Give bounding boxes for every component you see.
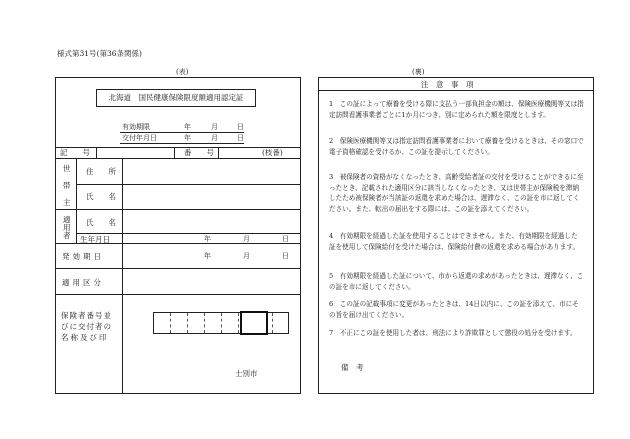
row-line (76, 233, 300, 234)
shimei-label: 氏 名 (86, 192, 116, 201)
issue-year: 年 (184, 134, 191, 142)
edaban-label: (枝番) (262, 148, 283, 157)
back-card (318, 77, 594, 394)
col-line (218, 147, 219, 158)
bango-label: 番 号 (184, 148, 214, 157)
issuer-label-line-2: びに交付者の (61, 322, 112, 331)
col-line (76, 158, 77, 243)
col-line (122, 158, 123, 243)
notes-title: 注 意 事 項 (421, 80, 474, 89)
setainushi-char-3: 主 (63, 198, 71, 207)
issuer-label-line-3: 名称及び印 (61, 333, 109, 342)
col-line (96, 147, 97, 158)
issuer-seal-box (240, 311, 268, 335)
setainushi-char-1: 世 (63, 164, 71, 173)
form-number: 様式第31号(第36条関係) (57, 49, 142, 58)
row-line (76, 184, 300, 185)
biko-label: 備 考 (341, 363, 364, 372)
note-item-3: 3 被保険者の資格がなくなったとき、高齢受給者証の交付を受けることができるに至ったとき、記載された適用区分に該当しなくなったとき、又は世帯主が保険税を滞納したため被保険者が当該証の返還を求めた場合は、遅滞なく、この証を市に返してください。また、転出の届出をする際には、この証を添えてください。 (329, 173, 584, 213)
row-line (56, 268, 300, 269)
issue-underline (120, 143, 244, 144)
tekiyosha-shimei-label: 氏 名 (86, 218, 116, 227)
col-line (122, 294, 123, 393)
setainushi-char-2: 帯 (63, 181, 71, 190)
hakko-day: 日 (282, 252, 289, 260)
insurer-number-boxes (153, 312, 289, 334)
validity-year: 年 (184, 123, 191, 131)
validity-month: 月 (211, 123, 218, 131)
issue-label: 交付年月日 (122, 134, 157, 142)
validity-label: 有効期限 (122, 123, 150, 131)
hakko-kijitsu-label: 発効期日 (62, 252, 104, 261)
col-line (122, 243, 123, 294)
note-item-1: 1 この証によって療養を受ける際に支払う一部負担金の額は、保険医療機関等又は指定訪問看護事業者ごとに1か月につき、別に定められた額を限度とします。 (329, 100, 584, 119)
birth-day: 日 (282, 235, 289, 243)
back-heading: (裏) (412, 68, 425, 76)
note-item-7: 7 不正にこの証を使用した者は、刑法により詐欺罪として懲役の処分を受けます。 (329, 329, 577, 337)
issuer-label-line-1: 保険者番号並 (61, 311, 112, 320)
row-line (56, 294, 300, 295)
kigo-label: 記 号 (60, 148, 90, 157)
issue-month: 月 (211, 134, 218, 142)
validity-day: 日 (237, 123, 244, 131)
jusho-label: 住 所 (86, 167, 116, 176)
hakko-year: 年 (204, 252, 211, 260)
issuer-name: 士別市 (235, 369, 258, 378)
birth-label: 生年月日 (80, 235, 110, 244)
hakko-month: 月 (243, 252, 250, 260)
col-line (174, 147, 175, 158)
certificate-title: 北海道 国民健康保険限度額適用認定証 (96, 89, 256, 107)
row-line (56, 158, 300, 159)
tekiyosha-char-3: 者 (63, 231, 71, 240)
title-divider (319, 90, 593, 91)
birth-year: 年 (204, 235, 211, 243)
birth-month: 月 (243, 235, 250, 243)
front-card (55, 77, 301, 394)
note-item-5: 5 有効期限を経過した証について、市から返還の求めがあったときは、遅滞なく、この証を市に返してください。 (329, 272, 584, 291)
row-line (56, 209, 300, 210)
validity-underline (120, 132, 244, 133)
note-item-6: 6 この証の記載事項に変更があったときは、14日以内に、この証を添えて、市にその旨を届け出てください。 (329, 300, 579, 319)
tekiyosha-char-1: 適 (63, 215, 71, 224)
tekiyo-kubun-label: 適用区分 (62, 278, 104, 287)
issue-day: 日 (237, 134, 244, 142)
tekiyosha-char-2: 用 (63, 223, 71, 232)
front-heading: (表) (176, 68, 189, 76)
note-item-2: 2 保険医療機関等又は指定訪問看護事業者において療養を受けるときは、その窓口で電子資格確認を受けるか、この証を提示してください。 (329, 137, 584, 156)
note-item-4: 4 有効期限を経過した証を使用することはできません。また、有効期限を経過した証を使用して保険給付を受けた場合は、保険給付費の返還を求める場合があります。 (329, 232, 580, 251)
